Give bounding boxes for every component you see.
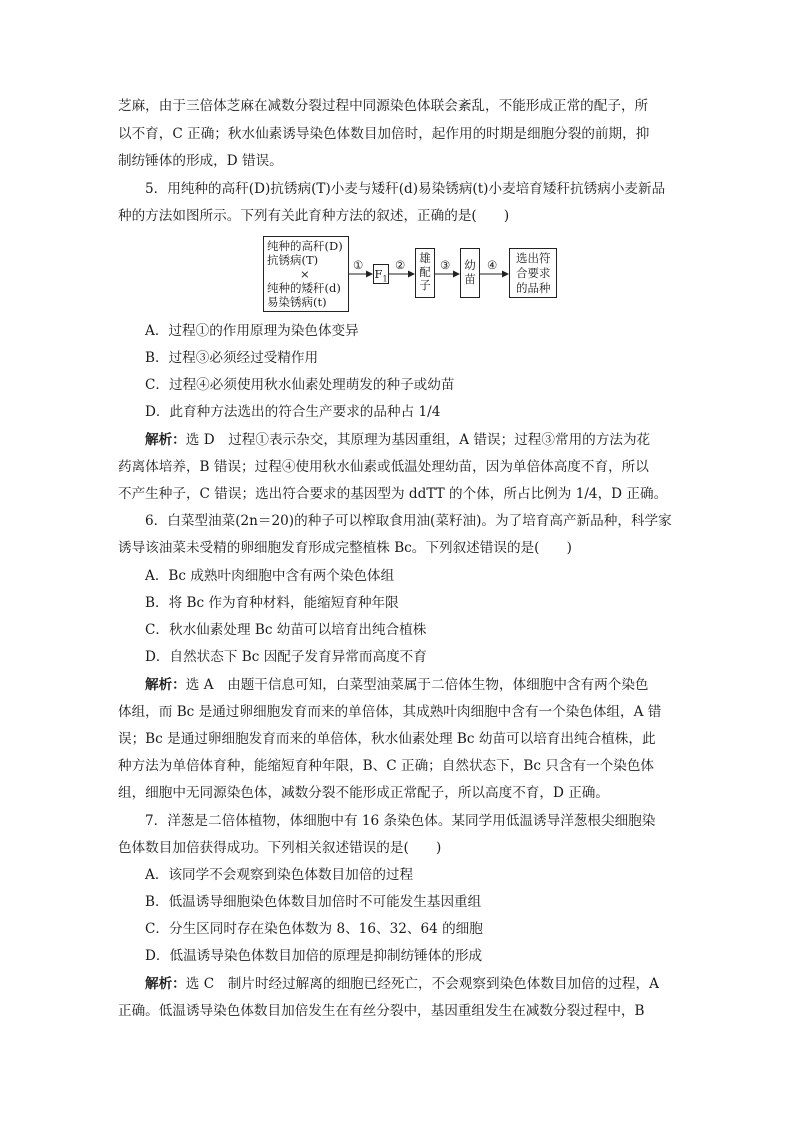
- step-2-label: ②: [395, 258, 406, 272]
- question-6-answer: 组，细胞中无同源染色体，减数分裂不能形成正常配子，所以高度不育，D 正确。: [118, 785, 609, 801]
- parent2-line2: 易染锈病(t): [267, 295, 327, 309]
- seedling-label: 幼苗: [464, 258, 476, 286]
- question-7-answer: 正确。低温诱导染色体数目加倍发生在有丝分裂中，基因重组发生在减数分裂过程中，B: [118, 1003, 645, 1019]
- question-7-option-d: D．低温诱导染色体数目加倍的原理是抑制纺锤体的形成: [145, 948, 483, 964]
- question-5-answer: 药离体培养，B 错误；过程④使用秋水仙素或低温处理幼苗，因为单倍体高度不育，所以: [118, 459, 649, 475]
- question-5-stem: 种的方法如图所示。下列有关此育种方法的叙述，正确的是( ): [118, 208, 510, 224]
- question-7-option-a: A．该同学不会观察到染色体数目加倍的过程: [145, 867, 414, 883]
- parent1-line1: 纯种的高秆(D): [267, 239, 343, 253]
- text-line: 以不育，C 正确；秋水仙素诱导染色体数目加倍时，起作用的时期是细胞分裂的前期，抑: [118, 126, 650, 142]
- result-line1: 选出符: [516, 251, 551, 265]
- seedling-box: [460, 248, 480, 298]
- question-6-option-a: A．Bc 成熟叶肉细胞中含有两个染色体组: [145, 568, 395, 584]
- result-line2: 合要求: [516, 266, 551, 280]
- step-4-label: ④: [487, 258, 498, 272]
- question-5-stem: 5．用纯种的高秆(D)抗锈病(T)小麦与矮秆(d)易染锈病(t)小麦培育矮秆抗锈病小麦新品: [145, 181, 666, 197]
- cross-symbol: ×: [300, 267, 310, 281]
- answer-label: 解析：: [145, 677, 186, 693]
- parent1-line2: 抗锈病(T): [267, 253, 319, 267]
- gamete-box: [415, 248, 435, 298]
- question-7-option-b: B．低温诱导细胞染色体数目加倍时不可能发生基因重组: [145, 894, 482, 910]
- answer-label: 解析：: [145, 976, 186, 992]
- question-7-stem: 7．洋葱是二倍体植物，体细胞中有 16 条染色体。某同学用低温诱导洋葱根尖细胞染: [145, 813, 656, 829]
- question-6-stem: 诱导该油菜未受精的卵细胞发育形成完整植株 Bc。下列叙述错误的是( ): [118, 540, 572, 556]
- question-6-option-c: C．秋水仙素处理 Bc 幼苗可以培育出纯合植株: [145, 622, 427, 638]
- parents-box: [263, 236, 349, 312]
- question-5-answer: 不产生种子，C 错误；选出符合要求的基因型为 ddTT 的个体，所占比例为 1/4，D 正确。: [118, 486, 668, 502]
- question-7-answer: [145, 974, 705, 994]
- question-6-answer: 体组，而 Bc 是通过卵细胞发育而来的单倍体，其成熟叶肉细胞中含有一个染色体组，A 错: [118, 704, 662, 720]
- answer-text: 选 C 制片时经过解离的细胞已经死亡，不会观察到染色体数目加倍的过程，A: [185, 976, 659, 992]
- result-box: [509, 248, 557, 298]
- question-5-answer: [145, 430, 705, 450]
- parent2-line1: 纯种的矮秆(d): [267, 281, 341, 295]
- result-line3: 的品种: [516, 281, 551, 295]
- answer-label: 解析：: [145, 432, 186, 448]
- text-line: 制纺锤体的形成，D 错误。: [118, 153, 283, 169]
- question-6-option-d: D．自然状态下 Bc 因配子发育异常而高度不育: [145, 649, 427, 665]
- f1-subscript: 1: [382, 274, 388, 284]
- question-6-stem: 6．白菜型油菜(2n＝20)的种子可以榨取食用油(菜籽油)。为了培育高产新品种，科学家: [145, 513, 672, 529]
- question-5-option-c: C．过程④必须使用秋水仙素处理萌发的种子或幼苗: [145, 377, 455, 393]
- question-5-option-d: D．此育种方法选出的符合生产要求的品种占 1/4: [145, 404, 441, 420]
- step-3-label: ③: [440, 258, 451, 272]
- question-7-stem: 色体数目加倍获得成功。下列相关叙述错误的是( ): [118, 840, 442, 856]
- breeding-flow-diagram: [263, 236, 563, 312]
- question-6-answer: [145, 675, 705, 695]
- question-5-option-a: A．过程①的作用原理为染色体变异: [145, 323, 359, 339]
- gamete-label: 雄配子: [419, 251, 431, 292]
- question-6-option-b: B．将 Bc 作为育种材料，能缩短育种年限: [145, 595, 399, 611]
- text-line: 芝麻，由于三倍体芝麻在减数分裂过程中同源染色体联会紊乱，不能形成正常的配子，所: [118, 98, 649, 114]
- question-6-answer: 误；Bc 是通过卵细胞发育而来的单倍体，秋水仙素处理 Bc 幼苗可以培育出纯合植株，此: [118, 731, 656, 747]
- question-5-option-b: B．过程③必须经过受精作用: [145, 350, 319, 366]
- question-7-option-c: C．分生区同时存在染色体数为 8、16、32、64 的细胞: [145, 921, 483, 937]
- f1-label: F: [374, 267, 383, 281]
- step-1-label: ①: [353, 258, 364, 272]
- f1-box: [373, 264, 389, 284]
- answer-text: 选 A 由题干信息可知，白菜型油菜属于二倍体生物，体细胞中含有两个染色: [185, 677, 649, 693]
- answer-text: 选 D 过程①表示杂交，其原理为基因重组，A 错误；过程③常用的方法为花: [185, 432, 651, 448]
- question-6-answer: 种方法为单倍体育种，能缩短育种年限，B、C 正确；自然状态下，Bc 只含有一个染色体: [118, 758, 655, 774]
